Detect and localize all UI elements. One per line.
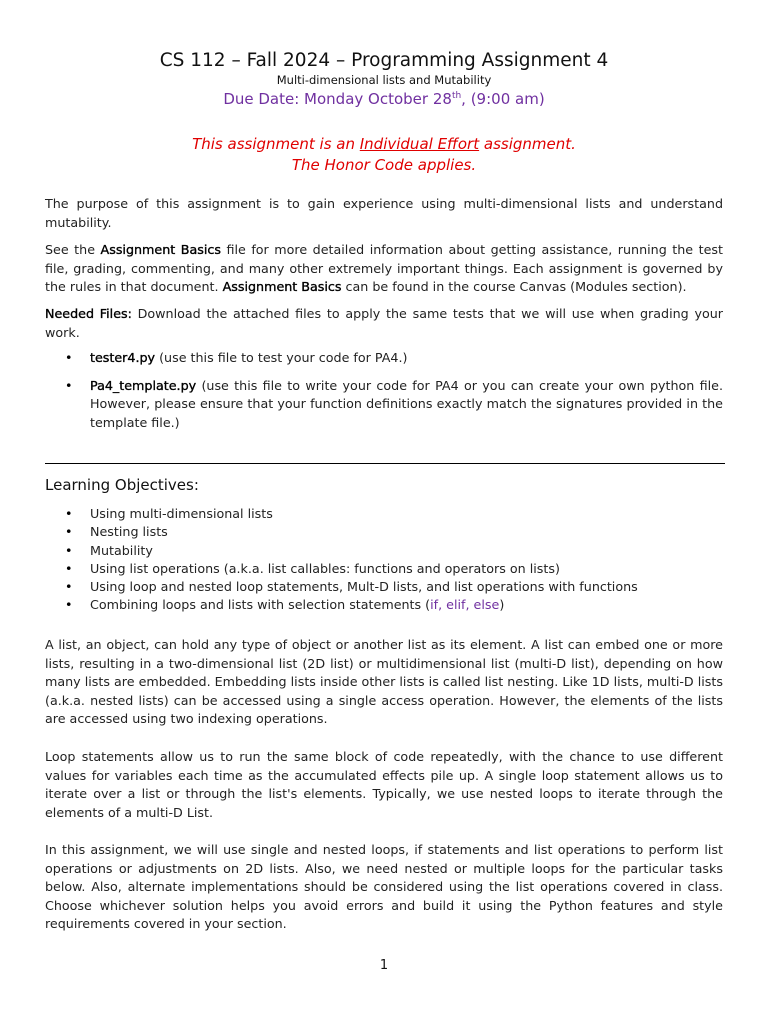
section-divider	[45, 463, 725, 464]
list-item	[45, 349, 723, 368]
notice-suffix: assignment.	[479, 135, 576, 153]
list-item: • Mutability	[45, 542, 723, 560]
file-desc: (use this file to test your code for PA4.)	[155, 350, 408, 365]
list-item: • Using multi-dimensional lists	[45, 505, 723, 523]
see-mid: file for more detailed information about getting assistance, running the test file, grading, commenting, and many other extremely important things. Each assignment is governed by the rules in that document.	[45, 242, 723, 294]
assignment-basics-ref-2: Assignment Basics	[222, 279, 342, 294]
due-sup: th	[451, 91, 462, 101]
objective-suffix: )	[499, 597, 505, 613]
list-item	[45, 596, 723, 614]
needed-files-text: Download the attached files to apply the same tests that we will use when grading your work.	[45, 306, 723, 340]
purpose-paragraph: The purpose of this assignment is to gain experience using multi-dimensional lists and understand mutability.	[45, 196, 723, 230]
list-item: • Using loop and nested loop statements, Mult-D lists, and list operations with functions	[45, 578, 723, 596]
needed-files-label: Needed Files:	[45, 306, 132, 321]
needed-files-paragraph	[45, 305, 723, 342]
due-suffix: , (9:00 am)	[461, 90, 545, 108]
see-prefix: See the	[45, 242, 101, 257]
honor-notice-line1	[45, 135, 723, 153]
lists-paragraph: A list, an object, can hold any type of object or another list as its element. A list can embed one or more lists, resulting in a two-dimensional list (2D list) or multidimensional list (multi-D list), depending on how many lists are embedded. Embedding lists inside other lists is called list nesting. Like 1D lists, multi-D lists (a.k.a. nested lists) can be accessed using a single access operation. However, the elements of the lists are accessed using two indexing operations.	[45, 637, 723, 726]
individual-effort-text: Individual Effort	[359, 135, 480, 153]
list-item: • Using list operations (a.k.a. list callables: functions and operators on lists)	[45, 560, 723, 578]
file-name: tester4.py	[90, 350, 156, 365]
page-subtitle: Multi-dimensional lists and Mutability	[276, 73, 492, 87]
honor-notice-line2: The Honor Code applies.	[291, 156, 477, 174]
see-suffix: can be found in the course Canvas (Modules section).	[341, 279, 687, 294]
file-name: Pa4_template.py	[90, 377, 197, 393]
page-number: 1	[379, 958, 389, 973]
due-date	[45, 90, 723, 108]
due-prefix: Due Date: Monday October 28	[223, 90, 452, 108]
file-desc: (use this file to write your code for PA4 or you can create your own python file. However, please ensure that your function definitions exactly match the signatures provided in the template file.)	[90, 377, 723, 430]
learning-objectives-heading: Learning Objectives:	[45, 476, 199, 494]
objective-prefix: Combining loops and lists with selection statements (	[90, 597, 431, 613]
list-item: • Nesting lists	[45, 523, 723, 541]
notice-prefix: This assignment is an	[192, 135, 360, 153]
selection-keywords: if, elif, else	[430, 597, 500, 613]
assignment-basics-paragraph	[45, 241, 723, 297]
list-item	[45, 377, 723, 433]
page-title: CS 112 – Fall 2024 – Programming Assignment 4	[159, 50, 609, 71]
needed-files-list	[45, 349, 723, 441]
learning-objectives-list	[45, 505, 723, 615]
assignment-paragraph: In this assignment, we will use single and nested loops, if statements and list operations to perform list operations or adjustments on 2D lists. Also, we need nested or multiple loops for the particular tasks below. Also, alternate implementations should be considered using the list operations covered in class. Choose whichever solution helps you avoid errors and build it using the Python features and style requirements covered in your section.	[45, 842, 723, 931]
loops-paragraph: Loop statements allow us to run the same block of code repeatedly, with the chance to use different values for variables each time as the accumulated effects pile up. A single loop statement allows us to iterate over a list or through the list's elements. Typically, we use nested loops to iterate through the elements of a multi-D List.	[45, 749, 723, 820]
assignment-basics-ref-1: Assignment Basics	[100, 242, 221, 257]
